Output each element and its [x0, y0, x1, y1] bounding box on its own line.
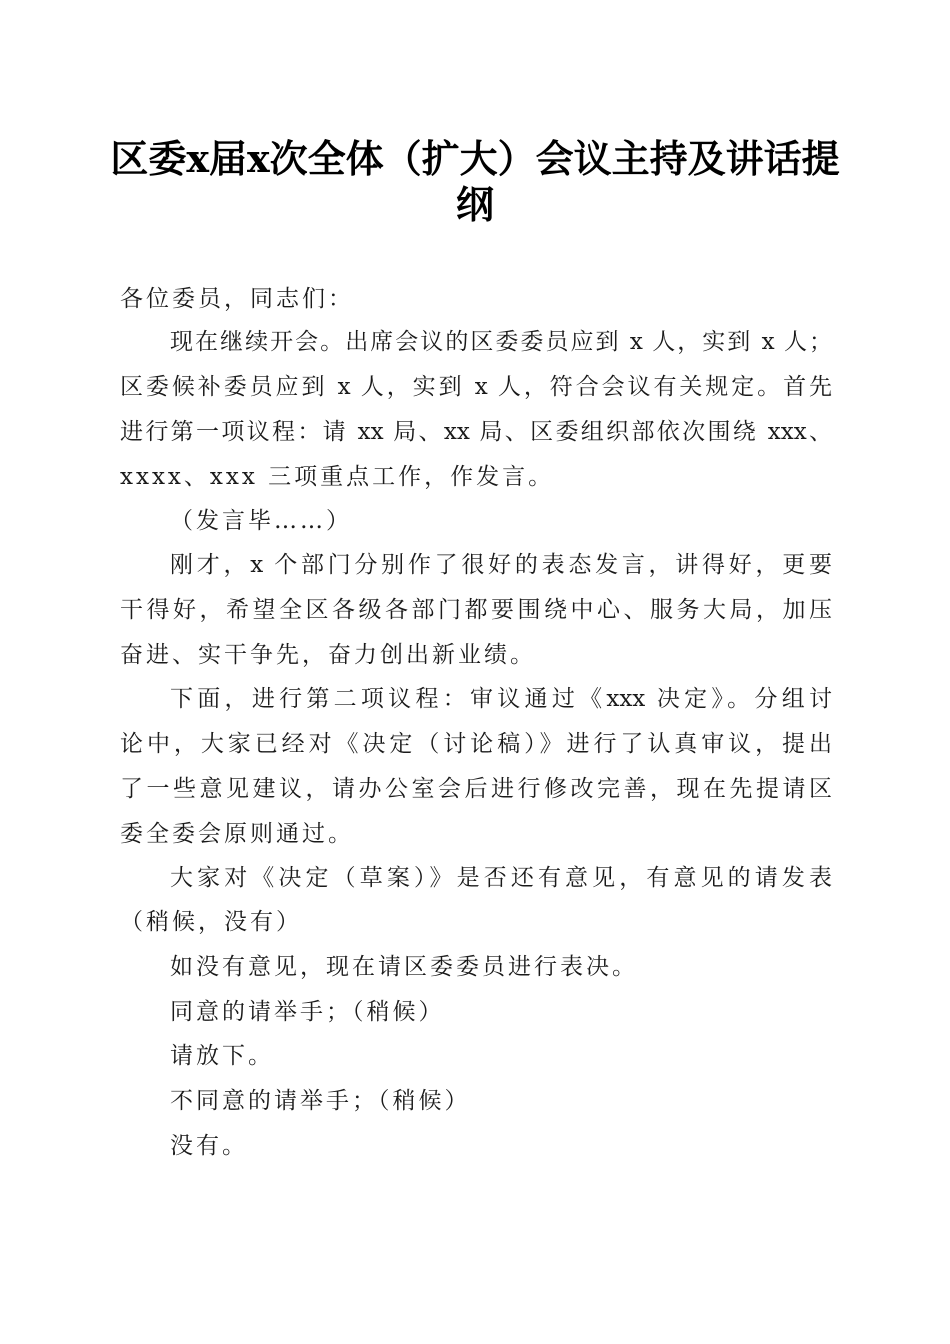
stage-direction: （发言毕……） — [170, 508, 352, 534]
document-title-line-2: 纲 — [455, 182, 494, 227]
paragraph-line: 区委候补委员应到 x 人，实到 x 人，符合会议有关规定。首先 — [120, 374, 832, 400]
paragraph-line: 现在继续开会。出席会议的区委委员应到 x 人，实到 x 人； — [170, 329, 832, 355]
paragraph-line: 不同意的请举手；（稍候） — [170, 1088, 471, 1114]
paragraph-line: 下面，进行第二项议程：审议通过《xxx 决定》。分组讨 — [170, 686, 832, 712]
paragraph-line: 了一些意见建议，请办公室会后进行修改完善，现在先提请区 — [120, 776, 832, 802]
document-title-line-1: 区委x届x次全体（扩大）会议主持及讲话提 — [110, 136, 840, 181]
salutation: 各位委员，同志们： — [120, 286, 354, 312]
paragraph-line: 没有。 — [170, 1133, 248, 1159]
paragraph-line: 请放下。 — [170, 1043, 274, 1069]
paragraph-line: 奋进、实干争先，奋力创出新业绩。 — [120, 642, 536, 668]
paragraph-line: 委全委会原则通过。 — [120, 821, 354, 847]
paragraph-line: xxxx、xxx 三项重点工作，作发言。 — [120, 464, 555, 490]
paragraph-line: 同意的请举手；（稍候） — [170, 999, 445, 1025]
paragraph-line: 论中，大家已经对《决定（讨论稿）》进行了认真审议，提出 — [120, 731, 832, 757]
paragraph-line: 进行第一项议程：请 xx 局、xx 局、区委组织部依次围绕 xxx、 — [120, 419, 832, 445]
paragraph-line: 如没有意见，现在请区委委员进行表决。 — [170, 954, 638, 980]
paragraph-line: 刚才，x 个部门分别作了很好的表态发言，讲得好，更要 — [170, 552, 832, 578]
paragraph-line: （稍候，没有） — [120, 909, 302, 935]
paragraph-line: 大家对《决定（草案）》是否还有意见，有意见的请发表 — [170, 865, 832, 891]
paragraph-line: 干得好，希望全区各级各部门都要围绕中心、服务大局，加压 — [120, 597, 832, 623]
